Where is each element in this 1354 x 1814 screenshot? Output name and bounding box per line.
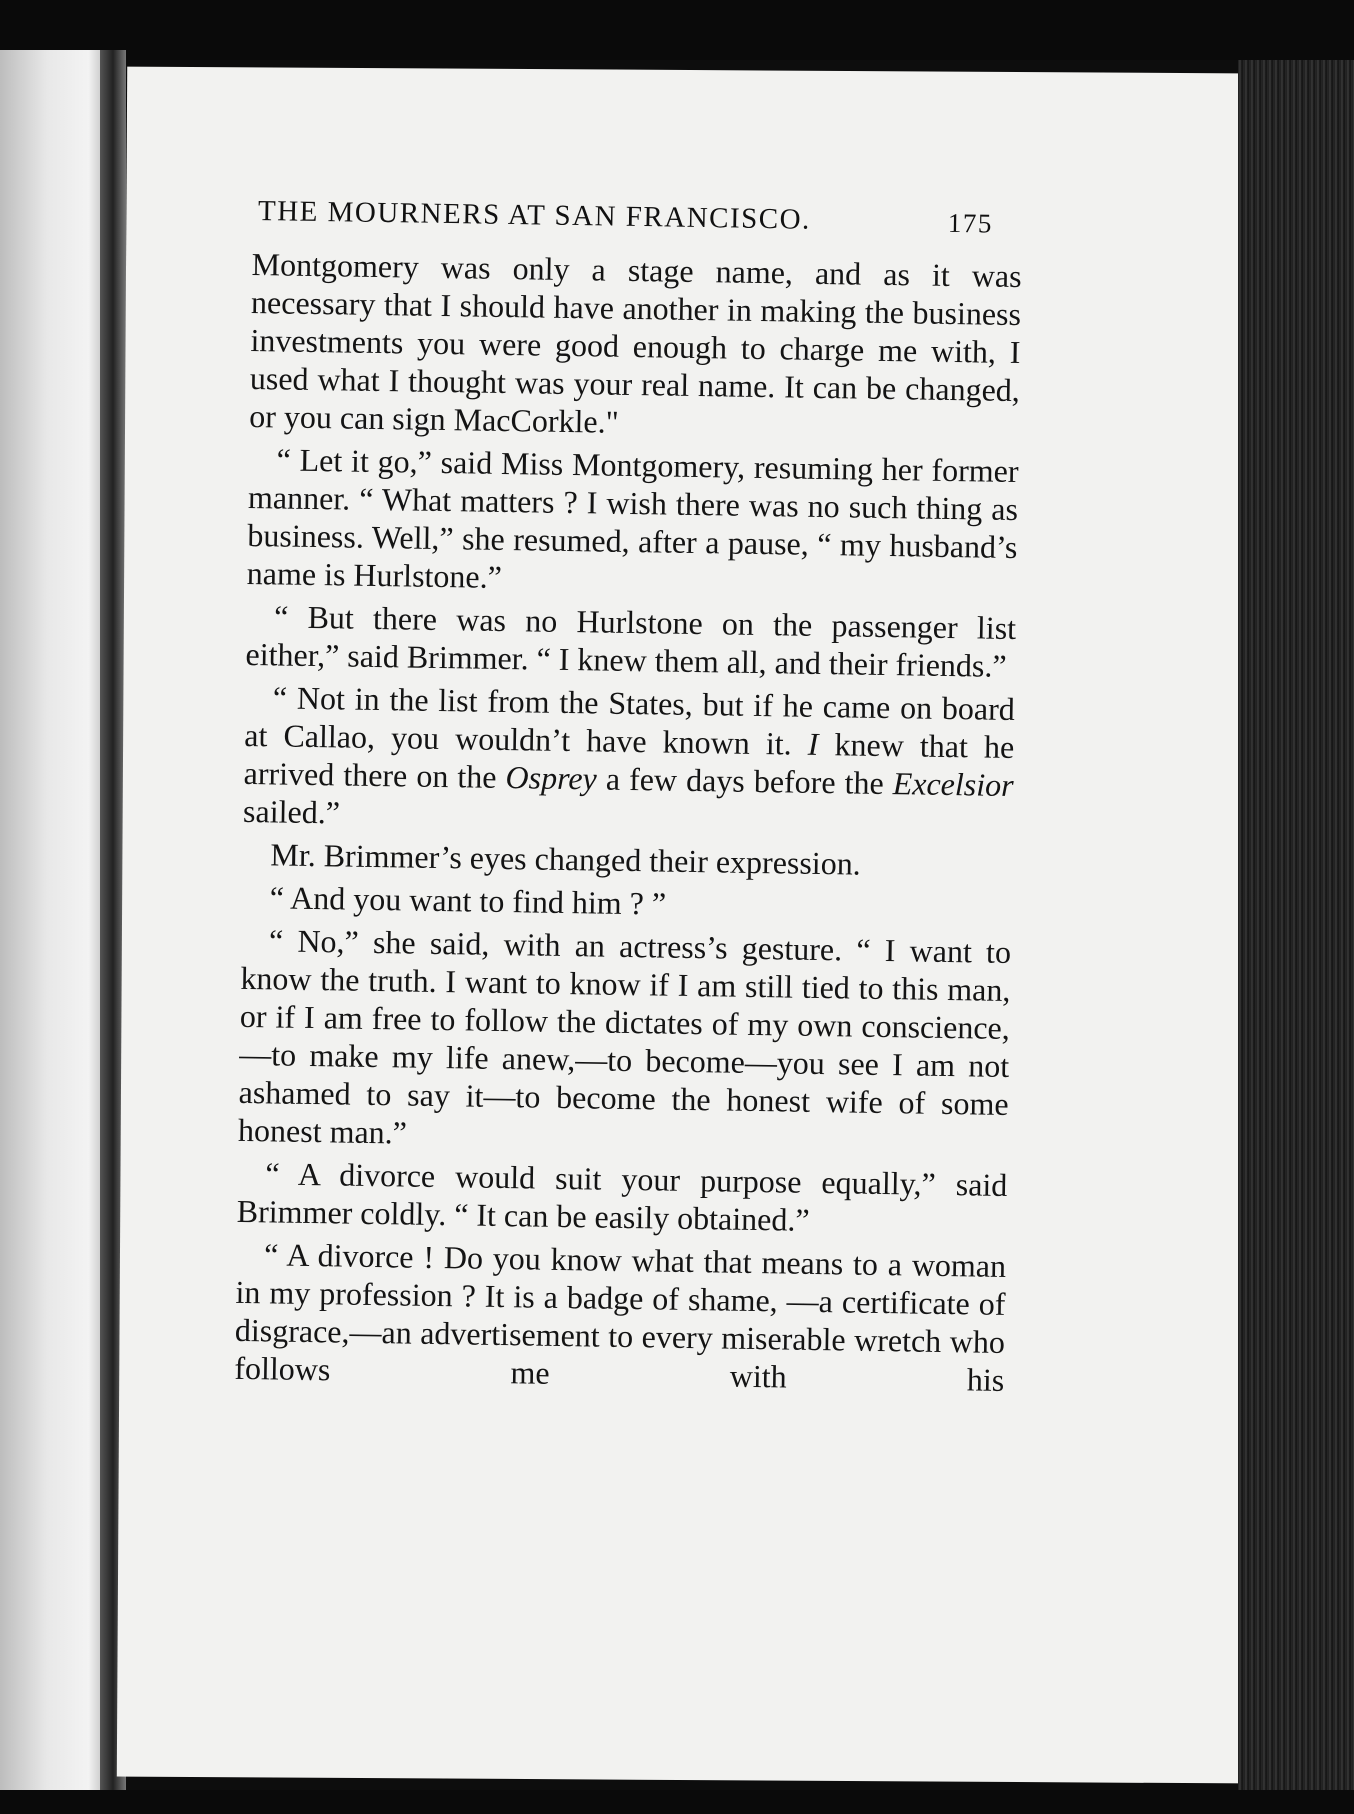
text-run: Mr. Brimmer’s eyes changed their expression. — [270, 836, 862, 882]
text-run: “ And you want to find him ? ” — [269, 879, 667, 922]
text-run: “ A divorce would suit your purpose equally,” said Brimmer coldly. “ It can be easily obtained.” — [236, 1155, 1008, 1238]
italic-text: Osprey — [505, 759, 598, 797]
text-run: a few days before the — [596, 760, 894, 802]
text-run: “ But there was no Hurlstone on the passenger list either,” said Brimmer. “ I knew them all, and their friends.” — [245, 598, 1017, 684]
text-run: “ Not in the list from the States, but if he came on board at Callao, you wouldn’t have known it. — [244, 679, 1016, 762]
text-run: “ No,” she said, with an actress’s gesture. “ I want to know the truth. I want to know if I am still tied to this man, or if I am free to follow the dictates of my own conscience,—to make my life anew,—to become—you see I am not ashamed to say it—to become the honest wife of some honest man.” — [237, 922, 1012, 1151]
page-stack-edge — [1238, 60, 1354, 1814]
text-run: sailed.” — [242, 792, 341, 831]
paragraph — [237, 1154, 1008, 1242]
scan-top-border — [0, 0, 1354, 60]
italic-text: Excelsior — [892, 765, 1014, 804]
paragraph — [242, 835, 1013, 885]
paragraph — [247, 440, 1019, 604]
paragraph — [249, 245, 1022, 447]
text-run: Montgomery was only a stage name, and as it was necessary that I should have another in making the business investments you were good enough to charge me with, I used what I thought was your real name. It can be changed, or you can sign MacCorkle." — [249, 245, 1022, 440]
page-number: 175 — [947, 207, 994, 239]
text-run: “ Let it go,” said Miss Montgomery, resuming her former manner. “ What matters ? I wish there was no such thing as business. Well,” she resumed, after a pause, “ my husband’s name is Hurlstone.” — [246, 441, 1019, 595]
body-text — [234, 245, 1022, 1404]
text-run: knew that he arrived there on the — [243, 725, 1015, 796]
running-head-title: THE MOURNERS AT SAN FRANCISCO. — [257, 195, 812, 236]
paragraph — [234, 1235, 1006, 1399]
paragraph — [238, 921, 1011, 1161]
paragraph — [245, 597, 1016, 685]
text-run: “ A divorce ! Do you know what that means to a woman in my profession ? It is a badge of shame, —a certificate of disgrace,—an advertisement to every miserable wretch who follows me with his — [234, 1236, 1007, 1398]
paragraph — [241, 878, 1012, 928]
paragraph — [243, 678, 1015, 842]
italic-text: I — [807, 725, 819, 762]
scan-bottom-border — [0, 1790, 1354, 1814]
